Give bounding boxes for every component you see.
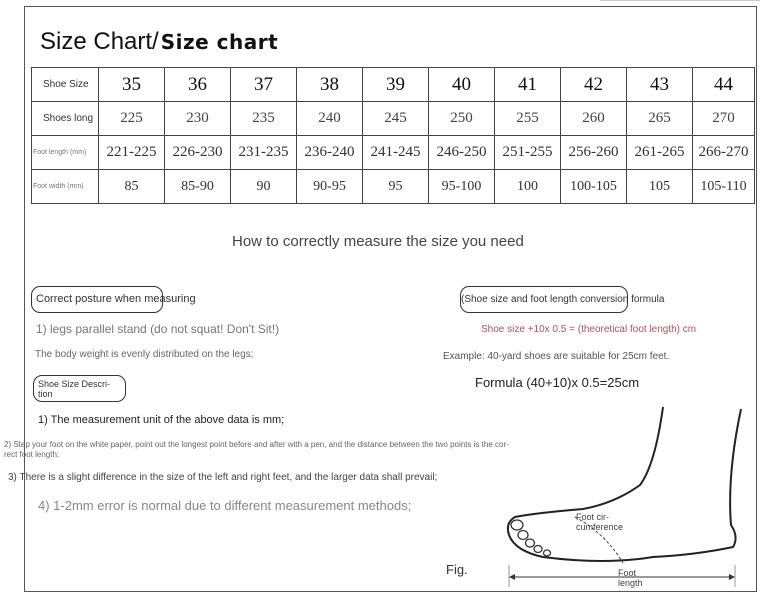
figure-caption: Fig.	[446, 562, 468, 577]
toes-icon	[511, 520, 551, 556]
table-cell: 235	[231, 102, 297, 136]
foot-length-label	[618, 568, 643, 588]
formula-title: (Shoe size and foot length conversion formula	[461, 294, 665, 305]
table-cell: 105-110	[693, 170, 755, 204]
table-cell: 240	[297, 102, 363, 136]
description-item-1: 1) The measurement unit of the above data is mm;	[38, 414, 285, 426]
length-arrow-right-icon	[729, 574, 735, 580]
top-edge-line	[600, 0, 760, 1]
table-cell: 85-90	[165, 170, 231, 204]
table-cell: 39	[363, 68, 429, 102]
measure-heading: How to correctly measure the size you need	[232, 233, 524, 250]
table-cell: 95	[363, 170, 429, 204]
table-cell: 266-270	[693, 136, 755, 170]
table-cell: 36	[165, 68, 231, 102]
foot-length-label-line-1: Foot	[618, 568, 637, 578]
table-cell: 260	[561, 102, 627, 136]
table-row	[32, 68, 755, 102]
table-cell: 256-260	[561, 136, 627, 170]
table-cell: 270	[693, 102, 755, 136]
table-row	[32, 102, 755, 136]
posture-step-2: The body weight is evenly distributed on the legs;	[35, 349, 254, 360]
row-label: Shoe Size	[32, 68, 99, 102]
formula-text: Shoe size +10x 0.5 = (theoretical foot length) cm	[481, 324, 697, 335]
table-cell: 44	[693, 68, 755, 102]
description-item-4: 4) 1-2mm error is normal due to different measurement methods;	[38, 498, 412, 513]
table-cell: 226-230	[165, 136, 231, 170]
table-cell: 35	[99, 68, 165, 102]
table-cell: 255	[495, 102, 561, 136]
table-cell: 230	[165, 102, 231, 136]
table-cell: 100	[495, 170, 561, 204]
title-main: Size Chart/	[40, 28, 159, 55]
description-item-2	[4, 440, 509, 460]
row-label: Foot width (mm)	[32, 170, 99, 204]
table-row	[32, 136, 755, 170]
foot-circumference-label-line-1: Foot cir-	[576, 512, 610, 522]
page-title	[40, 28, 278, 56]
foot-length-label-line-2: length	[618, 578, 643, 588]
posture-step-1: 1) legs parallel stand (do not squat! Don't Sit!)	[36, 322, 280, 336]
table-cell: 265	[627, 102, 693, 136]
table-cell: 251-255	[495, 136, 561, 170]
description-item-2-line-2: rect foot length;	[4, 450, 60, 459]
table-cell: 225	[99, 102, 165, 136]
foot-circumference-label-line-2: cumference	[576, 522, 624, 532]
description-title	[38, 379, 110, 399]
row-label: Foot length (mm)	[32, 136, 99, 170]
table-cell: 90-95	[297, 170, 363, 204]
description-title-line-2: tion	[38, 389, 53, 399]
table-cell: 85	[99, 170, 165, 204]
table-cell: 246-250	[429, 136, 495, 170]
description-item-2-line-1: 2) Step your foot on the white paper, point out the longest point before and after with a pen, and the distance between the two points is the cor-	[4, 440, 509, 449]
table-cell: 241-245	[363, 136, 429, 170]
posture-title: Correct posture when measuring	[36, 293, 196, 305]
table-row	[32, 170, 755, 204]
description-item-3: 3) There is a slight difference in the size of the left and right feet, and the larger data shall prevail;	[8, 472, 438, 483]
table-cell: 250	[429, 102, 495, 136]
table-cell: 231-235	[231, 136, 297, 170]
foot-measurement-figure	[495, 405, 745, 591]
table-cell: 90	[231, 170, 297, 204]
formula-calculation: Formula (40+10)x 0.5=25cm	[475, 375, 640, 390]
table-cell: 95-100	[429, 170, 495, 204]
size-chart-table	[31, 67, 755, 204]
table-cell: 105	[627, 170, 693, 204]
table-cell: 100-105	[561, 170, 627, 204]
formula-example: Example: 40-yard shoes are suitable for 25cm feet.	[443, 351, 670, 362]
table-cell: 236-240	[297, 136, 363, 170]
row-label: Shoes long	[32, 102, 99, 136]
table-cell: 245	[363, 102, 429, 136]
table-cell: 43	[627, 68, 693, 102]
table-cell: 41	[495, 68, 561, 102]
table-cell: 40	[429, 68, 495, 102]
foot-outline	[508, 407, 741, 561]
table-cell: 38	[297, 68, 363, 102]
table-cell: 42	[561, 68, 627, 102]
title-sub: Size chart	[160, 30, 279, 54]
foot-circumference-label	[576, 512, 623, 532]
length-arrow-left-icon	[509, 574, 515, 580]
table-cell: 37	[231, 68, 297, 102]
description-title-line-1: Shoe Size Descri-	[38, 379, 111, 389]
table-cell: 261-265	[627, 136, 693, 170]
table-cell: 221-225	[99, 136, 165, 170]
